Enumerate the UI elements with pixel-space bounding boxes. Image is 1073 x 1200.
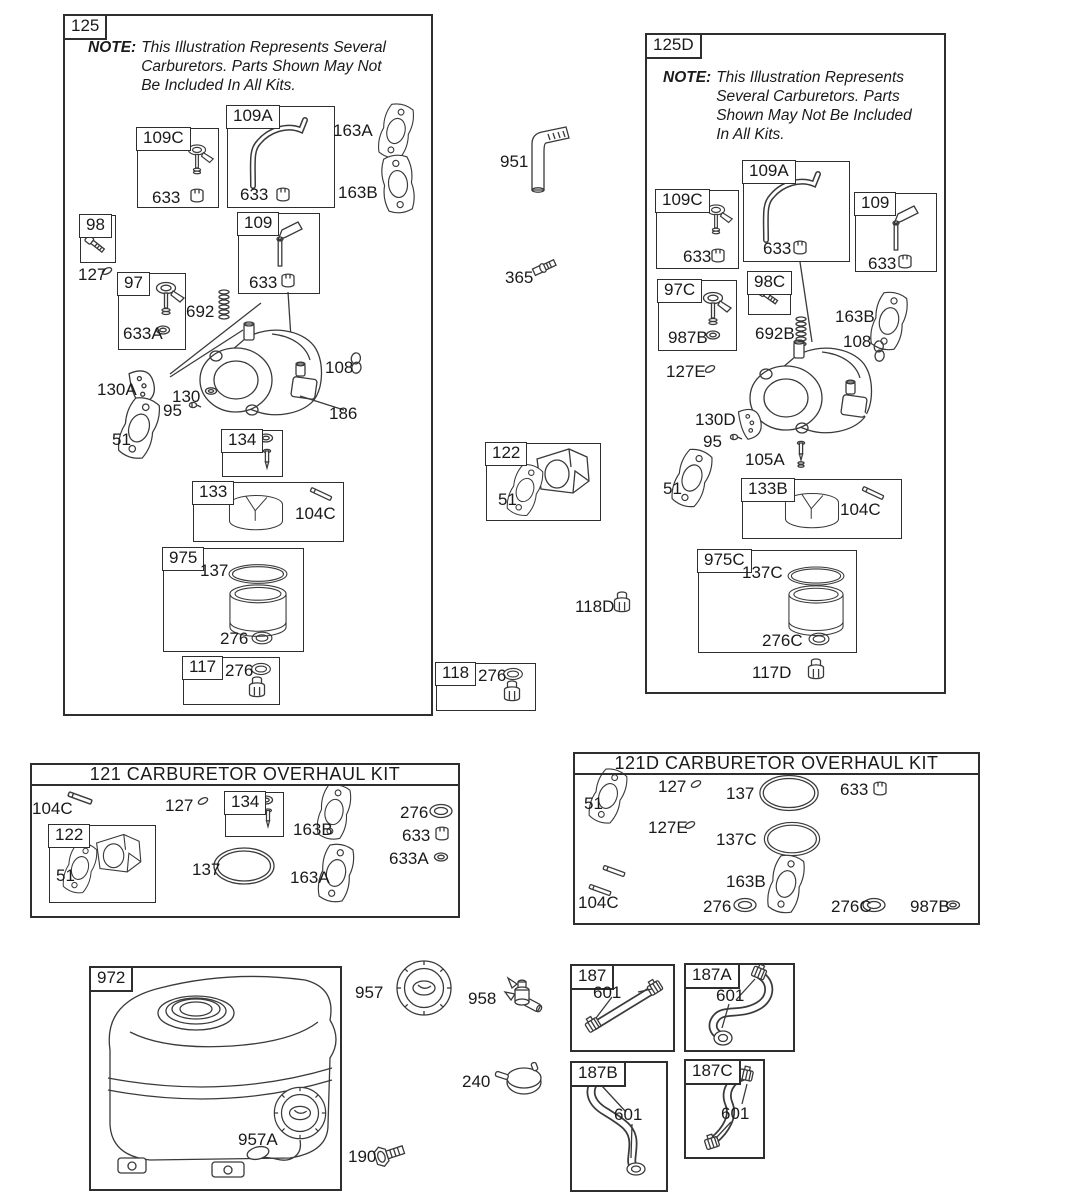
box-98C-tab: 98C: [747, 271, 792, 295]
part-label-951: 951: [500, 152, 529, 171]
shutoff-valve-958-drawing: [505, 978, 543, 1013]
box-98: [80, 215, 116, 263]
box-98-tab: 98: [79, 214, 112, 238]
note-line: This Illustration Represents Several: [141, 39, 386, 56]
part-label-633: 633: [152, 188, 181, 207]
box-187A-tab: 187A: [684, 963, 740, 989]
part-label-601: 601: [721, 1104, 750, 1123]
box-187A: [684, 963, 795, 1052]
box-109C-d-tab: 109C: [655, 189, 710, 213]
box-117-tab: 117: [182, 656, 223, 680]
box-133-tab: 133: [192, 481, 234, 505]
panel-125D-note: [663, 68, 912, 144]
part-label-137: 137: [726, 784, 755, 803]
box-187-tab: 187: [570, 964, 614, 990]
box-122-kit-tab: 122: [48, 824, 90, 848]
panel-125-tab: 125: [63, 14, 107, 40]
part-label-633: 633: [763, 239, 792, 258]
box-975-tab: 975: [162, 547, 204, 571]
box-133B-tab: 133B: [741, 478, 795, 502]
box-187B: [570, 1061, 668, 1192]
note-prefix: NOTE:: [88, 39, 137, 56]
part-label-127: 127: [78, 265, 107, 284]
box-972-tab: 972: [89, 966, 133, 992]
part-label-633: 633: [240, 185, 269, 204]
part-label-957A: 957A: [238, 1130, 278, 1149]
fuel-filter-240-drawing: [495, 1062, 541, 1094]
part-label-51: 51: [112, 430, 131, 449]
part-label-240: 240: [462, 1072, 491, 1091]
part-label-51: 51: [56, 866, 75, 885]
part-label-108: 108: [843, 332, 872, 351]
part-label-633: 633: [840, 780, 869, 799]
part-label-957: 957: [355, 983, 384, 1002]
part-label-190: 190: [348, 1147, 377, 1166]
part-label-633: 633: [683, 247, 712, 266]
note-line: Carburetors. Parts Shown May Not: [141, 58, 382, 75]
box-109-tab: 109: [237, 212, 279, 236]
fuel-cap-957-drawing: [397, 961, 451, 1015]
part-label-276: 276: [400, 803, 429, 822]
part-label-130A: 130A: [97, 380, 137, 399]
box-187B-tab: 187B: [570, 1061, 626, 1087]
part-label-127E: 127E: [648, 818, 688, 837]
part-label-163B: 163B: [835, 307, 875, 326]
part-label-692: 692: [186, 302, 215, 321]
box-134-tab: 134: [221, 429, 263, 453]
part-label-987B: 987B: [910, 897, 950, 916]
part-label-51: 51: [584, 794, 603, 813]
box-122-tab: 122: [485, 442, 527, 466]
part-label-633A: 633A: [389, 849, 429, 868]
part-label-163B: 163B: [338, 183, 378, 202]
box-134: [222, 430, 283, 477]
part-label-104C: 104C: [578, 893, 619, 912]
box-134-kit: [225, 792, 284, 837]
part-label-633: 633: [402, 826, 431, 845]
part-label-276: 276: [703, 897, 732, 916]
part-label-633: 633: [868, 254, 897, 273]
part-label-117D: 117D: [752, 663, 792, 682]
box-972: [89, 966, 342, 1191]
part-label-127: 127: [165, 796, 194, 815]
note-line: Several Carburetors. Parts: [716, 88, 900, 105]
panel-125D-tab: 125D: [645, 33, 702, 59]
box-122-kit: [49, 825, 156, 903]
part-label-601: 601: [716, 986, 745, 1005]
part-label-51: 51: [663, 479, 682, 498]
part-label-130: 130: [172, 387, 201, 406]
part-label-137C: 137C: [716, 830, 757, 849]
box-109A-d: [743, 161, 850, 262]
note-prefix: NOTE:: [663, 69, 712, 86]
part-label-108: 108: [325, 358, 354, 377]
kit-121D-title: 121D CARBURETOR OVERHAUL KIT: [575, 754, 978, 775]
box-187: [570, 964, 675, 1052]
bolt-190-drawing: [373, 1140, 407, 1168]
part-label-692B: 692B: [755, 324, 795, 343]
part-label-105A: 105A: [745, 450, 785, 469]
part-label-127: 127: [658, 777, 687, 796]
part-label-633: 633: [249, 273, 278, 292]
panel-125-note: [88, 38, 386, 95]
box-97-tab: 97: [117, 272, 150, 296]
part-label-51: 51: [498, 490, 517, 509]
note-line: In All Kits.: [716, 126, 785, 143]
part-label-163B: 163B: [293, 820, 333, 839]
part-label-104C: 104C: [32, 799, 73, 818]
box-98C: [748, 272, 791, 315]
part-label-276C: 276C: [762, 631, 803, 650]
kit-121-title: 121 CARBURETOR OVERHAUL KIT: [32, 765, 458, 786]
box-109A-tab: 109A: [226, 105, 280, 129]
elbow-951-drawing: [532, 127, 569, 192]
part-label-127E: 127E: [666, 362, 706, 381]
box-109C-tab: 109C: [136, 127, 191, 151]
part-label-958: 958: [468, 989, 497, 1008]
note-line: Be Included In All Kits.: [141, 77, 296, 94]
part-label-104C: 104C: [295, 504, 336, 523]
box-134-kit-tab: 134: [224, 791, 266, 815]
box-975C-tab: 975C: [697, 549, 752, 573]
part-label-130D: 130D: [695, 410, 736, 429]
note-line: This Illustration Represents: [716, 69, 905, 86]
part-label-276: 276: [220, 629, 249, 648]
box-122: [486, 443, 601, 521]
part-label-601: 601: [614, 1105, 643, 1124]
box-109A-d-tab: 109A: [742, 160, 796, 184]
part-label-601: 601: [593, 983, 622, 1002]
box-187C-tab: 187C: [684, 1059, 741, 1085]
part-label-137: 137: [200, 561, 229, 580]
part-label-633A: 633A: [123, 324, 163, 343]
part-label-163B: 163B: [726, 872, 766, 891]
part-label-137: 137: [192, 860, 221, 879]
part-label-186: 186: [329, 404, 358, 423]
box-118-tab: 118: [435, 662, 476, 686]
part-label-276: 276: [225, 661, 254, 680]
box-109-d-tab: 109: [854, 192, 896, 216]
note-line: Shown May Not Be Included: [716, 107, 912, 124]
bolt-118D-drawing: [615, 592, 630, 612]
part-label-95: 95: [163, 401, 182, 420]
part-label-987B: 987B: [668, 328, 708, 347]
part-label-118D: 118D: [575, 597, 615, 616]
part-label-276C: 276C: [831, 897, 872, 916]
part-label-163A: 163A: [333, 121, 373, 140]
part-label-95: 95: [703, 432, 722, 451]
part-label-276: 276: [478, 666, 507, 685]
bolt-365-drawing: [532, 258, 557, 276]
part-label-365: 365: [505, 268, 534, 287]
part-label-163A: 163A: [290, 868, 330, 887]
box-97C-tab: 97C: [657, 279, 702, 303]
part-label-104C: 104C: [840, 500, 881, 519]
part-label-137C: 137C: [742, 563, 783, 582]
